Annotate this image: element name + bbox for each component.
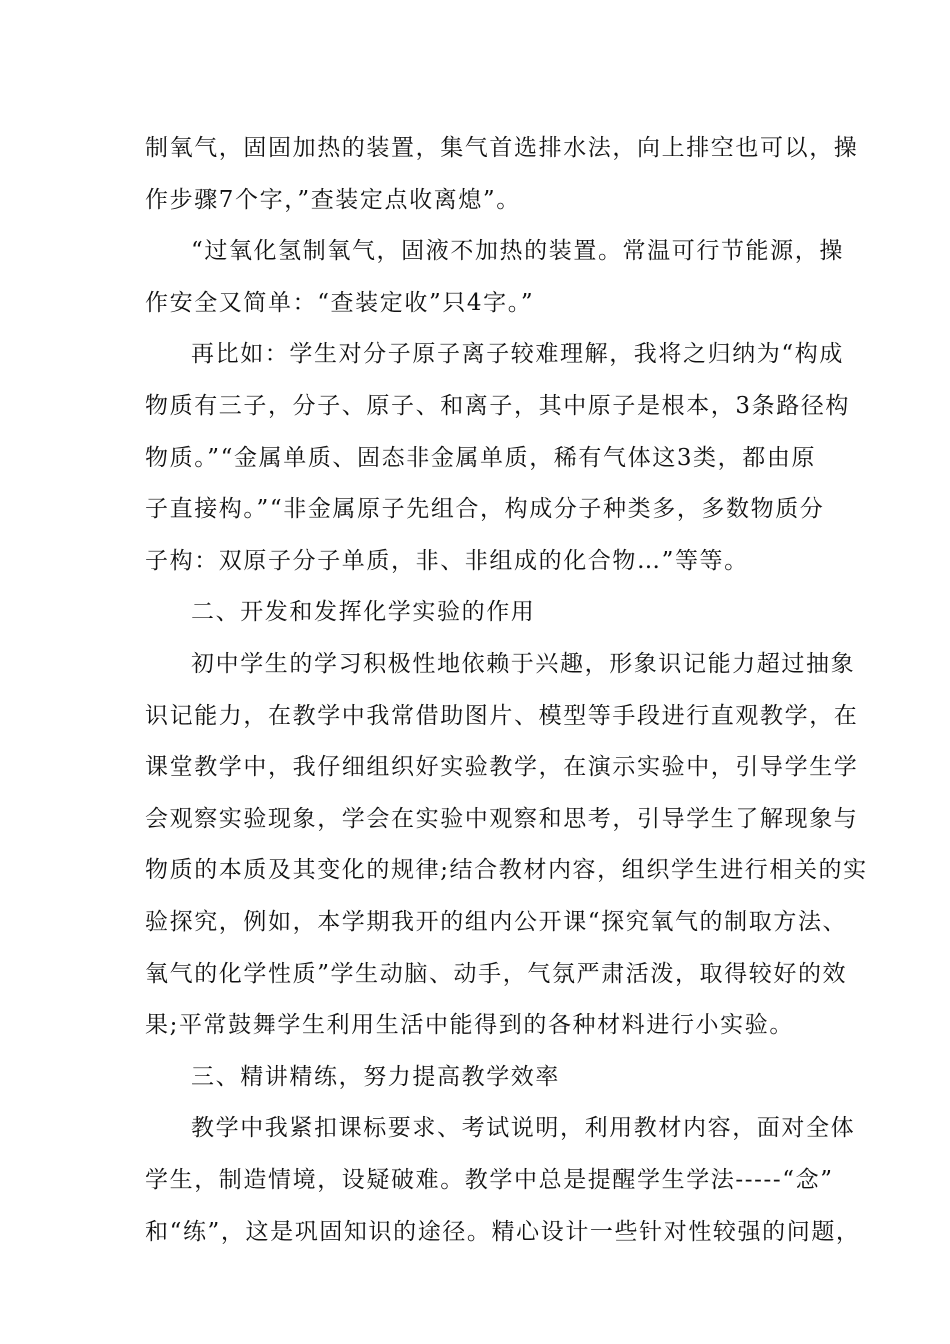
- paragraph-start-line: 再比如：学生对分子原子离子较难理解，我将之归纳为“构成: [191, 341, 844, 367]
- section-heading: 三、精讲精练，努力提高教学效率: [191, 1064, 560, 1090]
- text-line: 子直接构。”“非金属原子先组合，构成分子种类多，多数物质分: [145, 496, 825, 522]
- text-line: 会观察实验现象，学会在实验中观察和思考，引导学生了解现象与: [145, 806, 859, 832]
- paragraph-start-line: 教学中我紧扣课标要求、考试说明，利用教材内容，面对全体: [191, 1115, 856, 1141]
- text-line: 氧气的化学性质”学生动脑、动手，气氛严肃活泼，取得较好的效: [145, 961, 848, 987]
- paragraph-start-line: 初中学生的学习积极性地依赖于兴趣，形象识记能力超过抽象: [191, 651, 856, 677]
- text-line: 学生，制造情境，设疑破难。教学中总是提醒学生学法-----“念”: [145, 1167, 834, 1193]
- text-line: 作步骤7个字，”查装定点收离熄”。: [145, 187, 521, 213]
- section-heading: 二、开发和发挥化学实验的作用: [191, 599, 536, 625]
- paragraph-start-line: “过氧化氢制氧气，固液不加热的装置。常温可行节能源，操: [191, 238, 844, 264]
- text-line: 和“练”，这是巩固知识的途径。精心设计一些针对性较强的问题，: [145, 1219, 861, 1245]
- text-line: 课堂教学中，我仔细组织好实验教学，在演示实验中，引导学生学: [145, 754, 859, 780]
- text-line: 作安全又简单：“查装定收”只4字。”: [145, 290, 535, 316]
- text-line: 果;平常鼓舞学生利用生活中能得到的各种材料进行小实验。: [145, 1012, 794, 1038]
- text-line: 验探究，例如，本学期我开的组内公开课“探究氧气的制取方法、: [145, 909, 848, 935]
- text-line: 物质有三子，分子、原子、和离子，其中原子是根本，3条路径构: [145, 393, 851, 419]
- text-line: 制氧气，固固加热的装置，集气首选排水法，向上排空也可以，操: [145, 135, 859, 161]
- text-line: 子构：双原子分子单质，非、非组成的化合物…”等等。: [145, 548, 749, 574]
- text-line: 识记能力，在教学中我常借助图片、模型等手段进行直观教学，在: [145, 703, 859, 729]
- text-line: 物质。”“金属单质、固态非金属单质，稀有气体这3类，都由原: [145, 445, 817, 471]
- text-line: 物质的本质及其变化的规律;结合教材内容，组织学生进行相关的实: [145, 857, 868, 883]
